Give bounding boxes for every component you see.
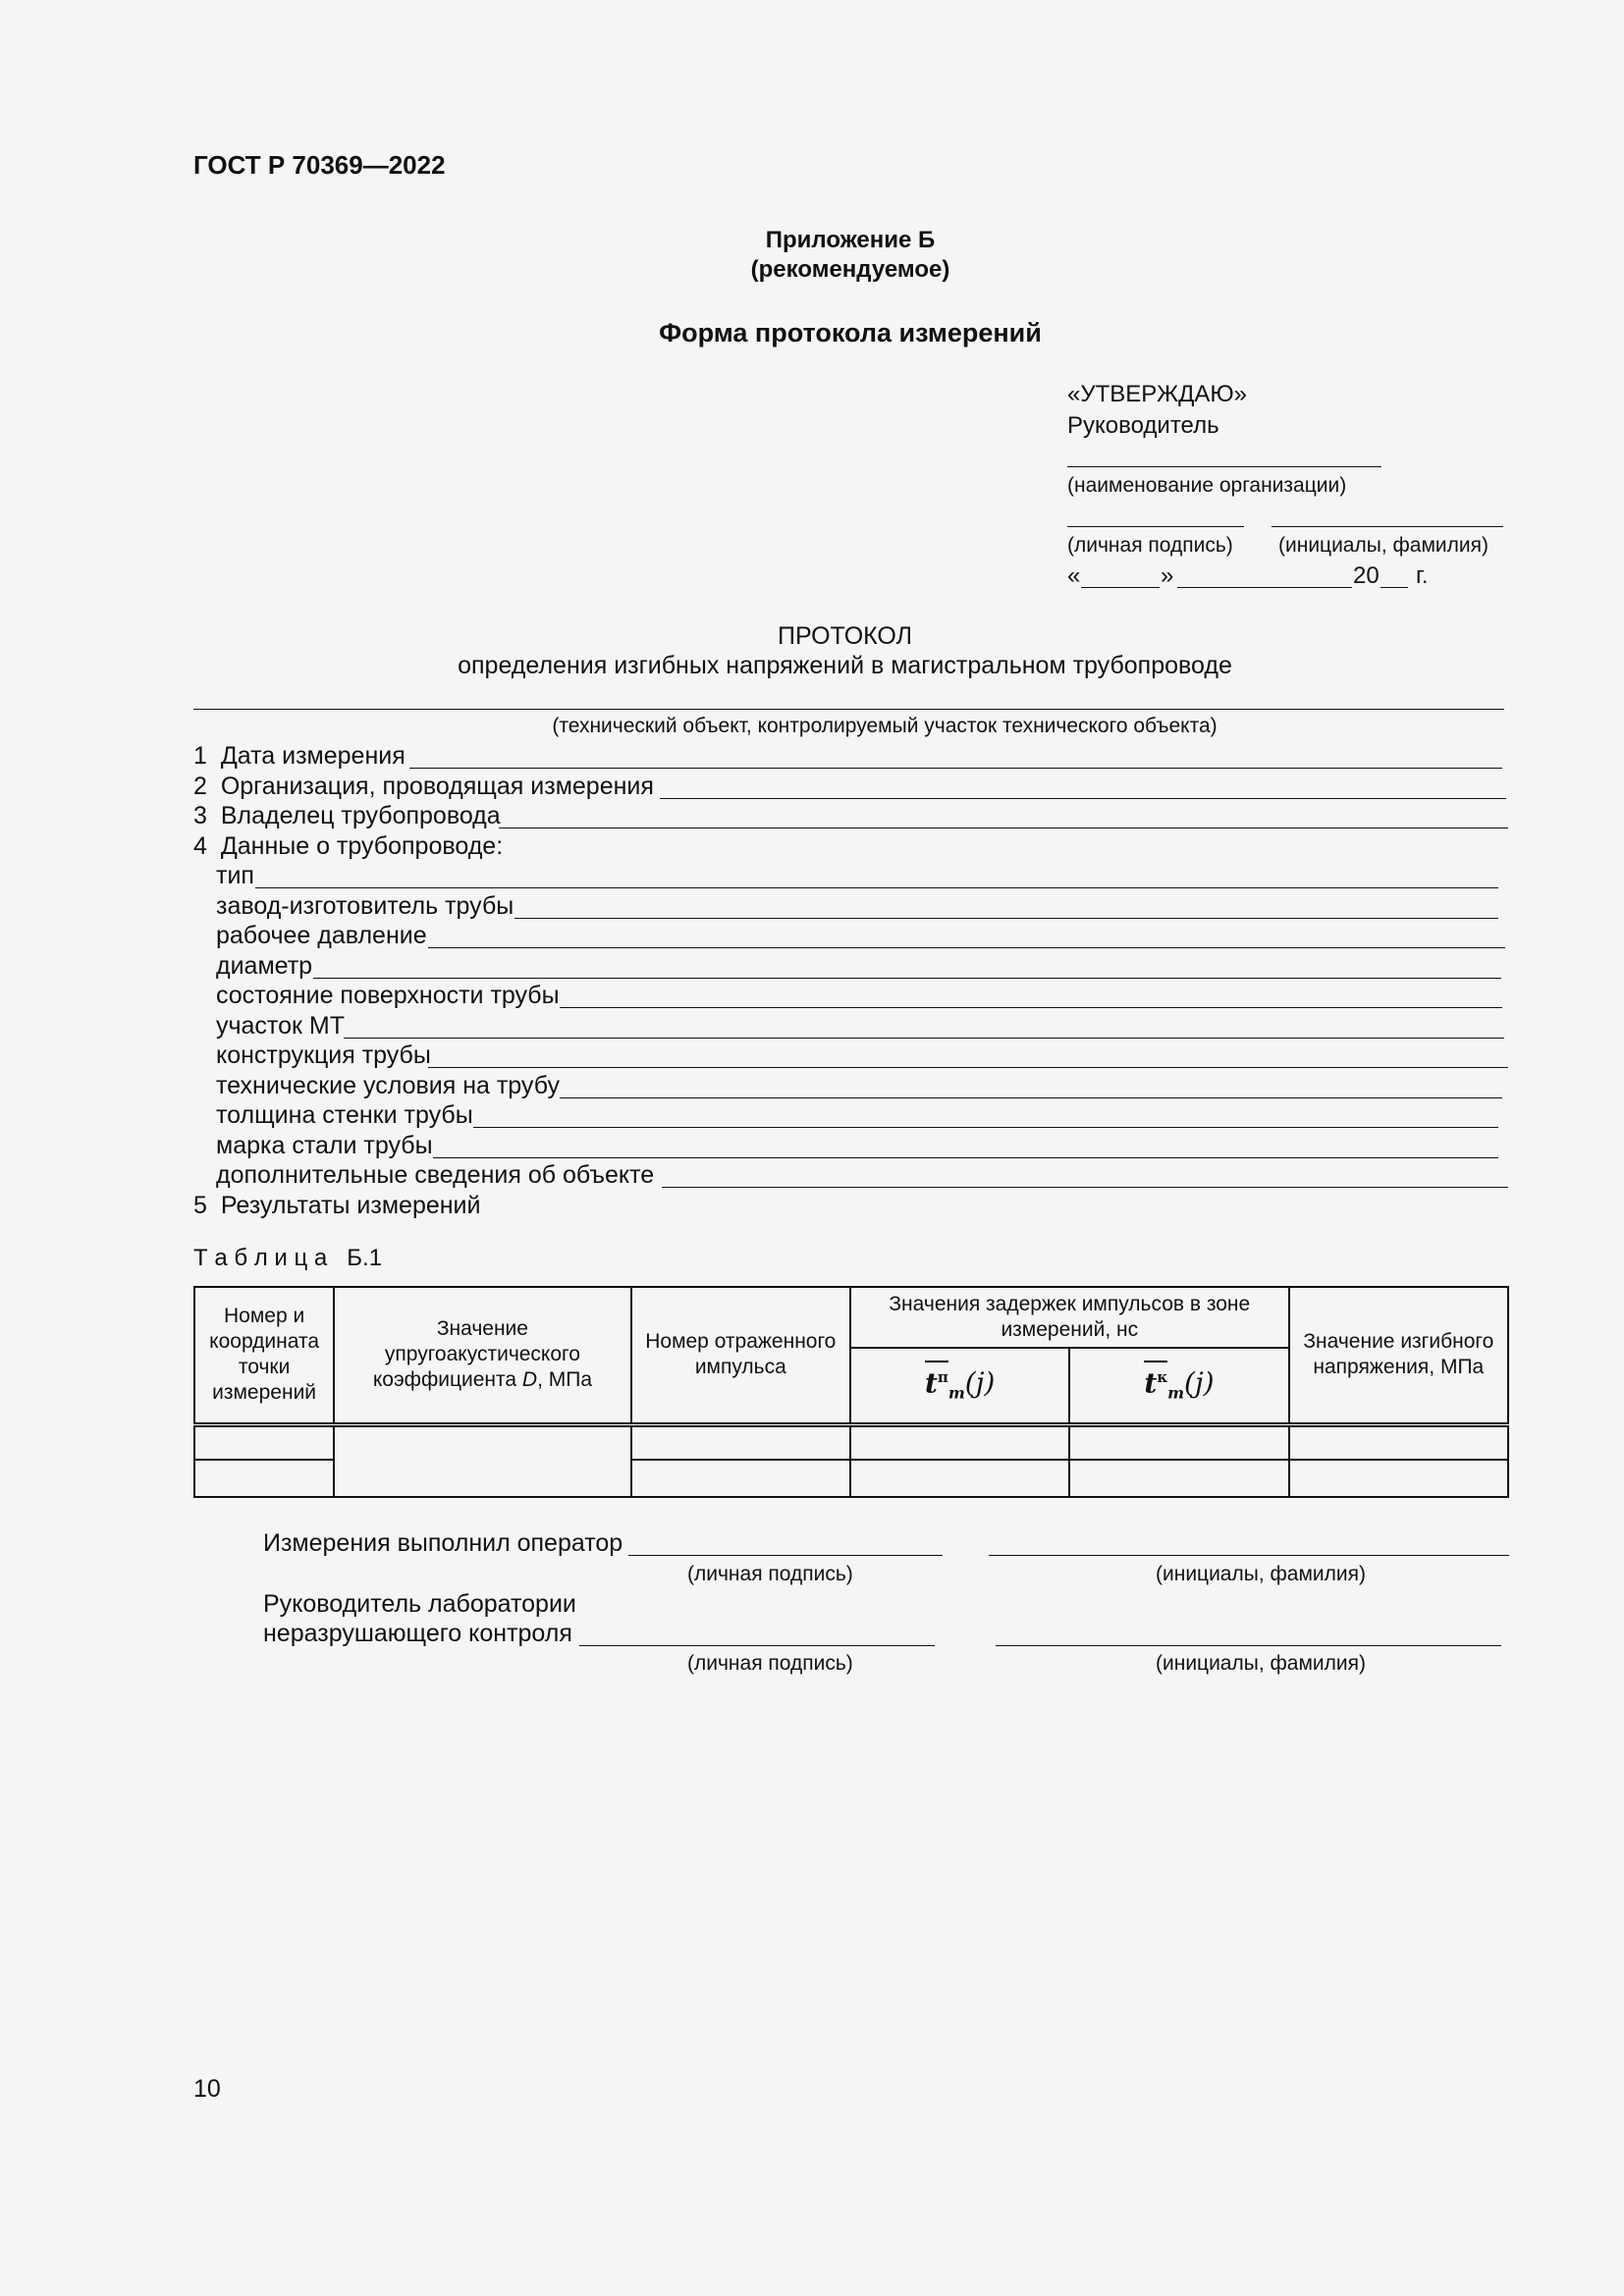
approval-sign-caption: (личная подпись) xyxy=(1067,534,1233,557)
col-pulse-header: Номер отраженного импульса xyxy=(631,1287,850,1424)
field-type-line[interactable] xyxy=(255,887,1498,888)
field-manufacturer: завод-изготовитель трубы xyxy=(216,892,514,920)
field-manufacturer-line[interactable] xyxy=(514,918,1498,919)
item-results: 5 Результаты измерений xyxy=(193,1192,481,1219)
date-day-line[interactable] xyxy=(1081,587,1160,588)
field-construction: конструкция трубы xyxy=(216,1041,431,1069)
lab-head-name-line[interactable] xyxy=(996,1645,1501,1646)
appendix-title: Приложение Б xyxy=(765,227,936,253)
table-cell[interactable] xyxy=(194,1424,334,1460)
field-additional-line[interactable] xyxy=(662,1187,1508,1188)
field-surface: состояние поверхности трубы xyxy=(216,982,560,1009)
org-line[interactable] xyxy=(1067,466,1381,467)
field-wall-thickness: толщина стенки трубы xyxy=(216,1101,473,1129)
date-year: 20 xyxy=(1353,562,1380,589)
lab-head-sign-caption: (личная подпись) xyxy=(687,1652,853,1675)
approval-sign-line[interactable] xyxy=(1067,526,1244,527)
field-surface-line[interactable] xyxy=(560,1007,1502,1008)
approval-name-caption: (инициалы, фамилия) xyxy=(1278,534,1489,557)
operator-name-line[interactable] xyxy=(989,1555,1509,1556)
table-cell[interactable] xyxy=(1289,1424,1508,1460)
results-table xyxy=(193,1286,1509,1498)
operator-sign-caption: (личная подпись) xyxy=(687,1563,853,1585)
field-additional: дополнительные сведения об объекте xyxy=(216,1161,655,1189)
field-diameter-line[interactable] xyxy=(313,978,1501,979)
organization-fill-line[interactable] xyxy=(660,798,1506,799)
protocol-subtitle: определения изгибных напряжений в магистральном трубопроводе xyxy=(458,652,1232,679)
col-point-header: Номер и координата точки измерений xyxy=(194,1287,334,1424)
operator-label: Измерения выполнил оператор xyxy=(263,1529,623,1557)
lab-head-name-caption: (инициалы, фамилия) xyxy=(1156,1652,1366,1675)
org-caption: (наименование организации) xyxy=(1067,474,1347,497)
date-fill-line[interactable] xyxy=(409,768,1502,769)
date-mid: » xyxy=(1161,562,1174,589)
lab-head-sign-line[interactable] xyxy=(579,1645,935,1646)
lab-head-label-2: неразрушающего контроля xyxy=(263,1620,572,1647)
table-caption: Т а б л и ц а Б.1 xyxy=(193,1245,383,1271)
table-cell[interactable] xyxy=(1069,1460,1288,1497)
object-line[interactable] xyxy=(193,709,1504,710)
lab-head-label-1: Руководитель лаборатории xyxy=(263,1590,576,1618)
page-number: 10 xyxy=(193,2075,221,2103)
field-construction-line[interactable] xyxy=(428,1067,1508,1068)
field-steel-grade-line[interactable] xyxy=(433,1157,1498,1158)
field-specs-line[interactable] xyxy=(560,1097,1502,1098)
object-caption: (технический объект, контролируемый участок технического объекта) xyxy=(552,715,1218,737)
item-pipeline-data: 4 Данные о трубопроводе: xyxy=(193,832,504,860)
col-delay-p-header xyxy=(850,1348,1069,1424)
col-delay-k-header xyxy=(1069,1348,1288,1424)
doc-code: ГОСТ Р 70369—2022 xyxy=(193,150,446,180)
table-row xyxy=(194,1424,1508,1460)
item-owner: 3 Владелец трубопровода xyxy=(193,802,501,829)
form-title: Форма протокола измерений xyxy=(659,318,1042,347)
field-specs: технические условия на трубу xyxy=(216,1072,560,1099)
approve-label: «УТВЕРЖДАЮ» xyxy=(1067,381,1248,407)
field-steel-grade: марка стали трубы xyxy=(216,1132,433,1159)
appendix-status: (рекомендуемое) xyxy=(750,256,950,283)
field-wall-thickness-line[interactable] xyxy=(473,1127,1498,1128)
date-year-line[interactable] xyxy=(1380,587,1408,588)
table-cell[interactable] xyxy=(194,1460,334,1497)
field-type: тип xyxy=(216,862,254,889)
field-diameter: диаметр xyxy=(216,952,313,980)
protocol-title: ПРОТОКОЛ xyxy=(778,622,912,650)
col-coefficient-header: Значение упругоакустического коэффициента D, МПа xyxy=(334,1287,630,1424)
table-cell[interactable] xyxy=(334,1424,630,1497)
table-cell[interactable] xyxy=(1069,1424,1288,1460)
table-cell[interactable] xyxy=(850,1460,1069,1497)
date-month-line[interactable] xyxy=(1177,587,1352,588)
delay-k-symbol: $t^к_m(j)$ xyxy=(1144,1366,1214,1399)
item-organization: 2 Организация, проводящая измерения xyxy=(193,773,654,800)
table-cell[interactable] xyxy=(631,1460,850,1497)
item-date: 1 Дата измерения xyxy=(193,742,406,770)
table-cell[interactable] xyxy=(850,1424,1069,1460)
approval-name-line[interactable] xyxy=(1272,526,1503,527)
table-cell[interactable] xyxy=(1289,1460,1508,1497)
date-suffix: г. xyxy=(1416,562,1429,589)
head-label: Руководитель xyxy=(1067,412,1219,439)
field-pressure: рабочее давление xyxy=(216,922,427,949)
field-section: участок МТ xyxy=(216,1012,345,1040)
col-delays-header: Значения задержек импульсов в зоне измерений, нс xyxy=(850,1287,1289,1348)
operator-sign-line[interactable] xyxy=(628,1555,943,1556)
field-pressure-line[interactable] xyxy=(428,947,1505,948)
date-open: « xyxy=(1067,562,1081,589)
operator-name-caption: (инициалы, фамилия) xyxy=(1156,1563,1366,1585)
col-stress-header: Значение изгибного напряжения, МПа xyxy=(1289,1287,1508,1424)
table-cell[interactable] xyxy=(631,1424,850,1460)
delay-p-symbol: $t^п_m(j)$ xyxy=(925,1366,995,1399)
field-section-line[interactable] xyxy=(344,1038,1504,1039)
